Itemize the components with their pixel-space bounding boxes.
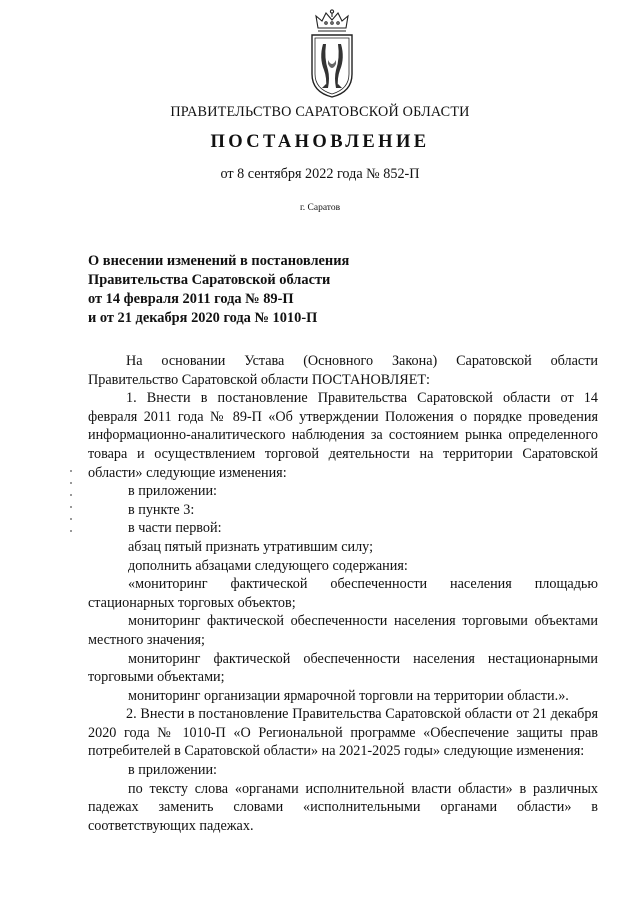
document-body <box>88 352 598 835</box>
title-line: и от 21 декабря 2020 года № 1010-П <box>88 310 318 326</box>
coat-of-arms-icon <box>304 8 360 100</box>
document-date-number: от 8 сентября 2022 года № 852-П <box>220 166 420 182</box>
list-paragraph: в приложении: <box>128 483 217 500</box>
list-paragraph: мониторинг организации ярмарочной торговли на территории области.». <box>128 687 569 704</box>
document-type: ПОСТАНОВЛЕНИЕ <box>210 132 430 152</box>
list-paragraph: абзац пятый признать утратившим силу; <box>128 538 374 555</box>
list-paragraph: в пункте 3: <box>128 501 195 518</box>
document-title <box>88 252 488 328</box>
list-paragraph: по тексту слова «органами исполнительной власти области» в различных падежах заменить словами «исполнительными органами области» в соответствующих падежах. <box>88 780 598 834</box>
title-line: О внесении изменений в постановления <box>88 253 350 269</box>
item-2-paragraph: 2. Внести в постановление Правительства Саратовской области от 21 декабря 2020 года № 1010-П «О Региональной программе «Обеспечение защиты прав потребителей в Саратовской области» на 2021-2025 годы» следующие изменения: <box>88 706 598 760</box>
title-line: от 14 февраля 2011 года № 89-П <box>88 291 294 307</box>
item-1-paragraph: 1. Внести в постановление Правительства Саратовской области от 14 февраля 2011 года № 89-П «Об утверждении Положения о порядке проведения информационно-аналитического наблюдения за состоянием рынка определенного товара и осуществлением торговой деятельности на территории Саратовской области» следующие изменения: <box>88 390 598 481</box>
list-paragraph: мониторинг фактической обеспеченности населения торговыми объектами местного значения; <box>88 613 598 648</box>
list-paragraph: в части первой: <box>128 520 222 537</box>
margin-marks <box>70 470 72 550</box>
issuing-authority: ПРАВИТЕЛЬСТВО САРАТОВСКОЙ ОБЛАСТИ <box>170 104 470 120</box>
list-paragraph: «мониторинг фактической обеспеченности населения площадью стационарных торговых объектов; <box>88 576 598 611</box>
preamble-paragraph: На основании Устава (Основного Закона) Саратовской области Правительство Саратовской области ПОСТАНОВЛЯЕТ: <box>88 353 598 388</box>
list-paragraph: дополнить абзацами следующего содержания: <box>128 557 408 574</box>
document-city: г. Саратов <box>299 203 341 213</box>
list-paragraph: мониторинг фактической обеспеченности населения нестационарными торговыми объектами; <box>88 650 598 686</box>
list-paragraph: в приложении: <box>128 762 217 779</box>
title-line: Правительства Саратовской области <box>88 272 331 288</box>
